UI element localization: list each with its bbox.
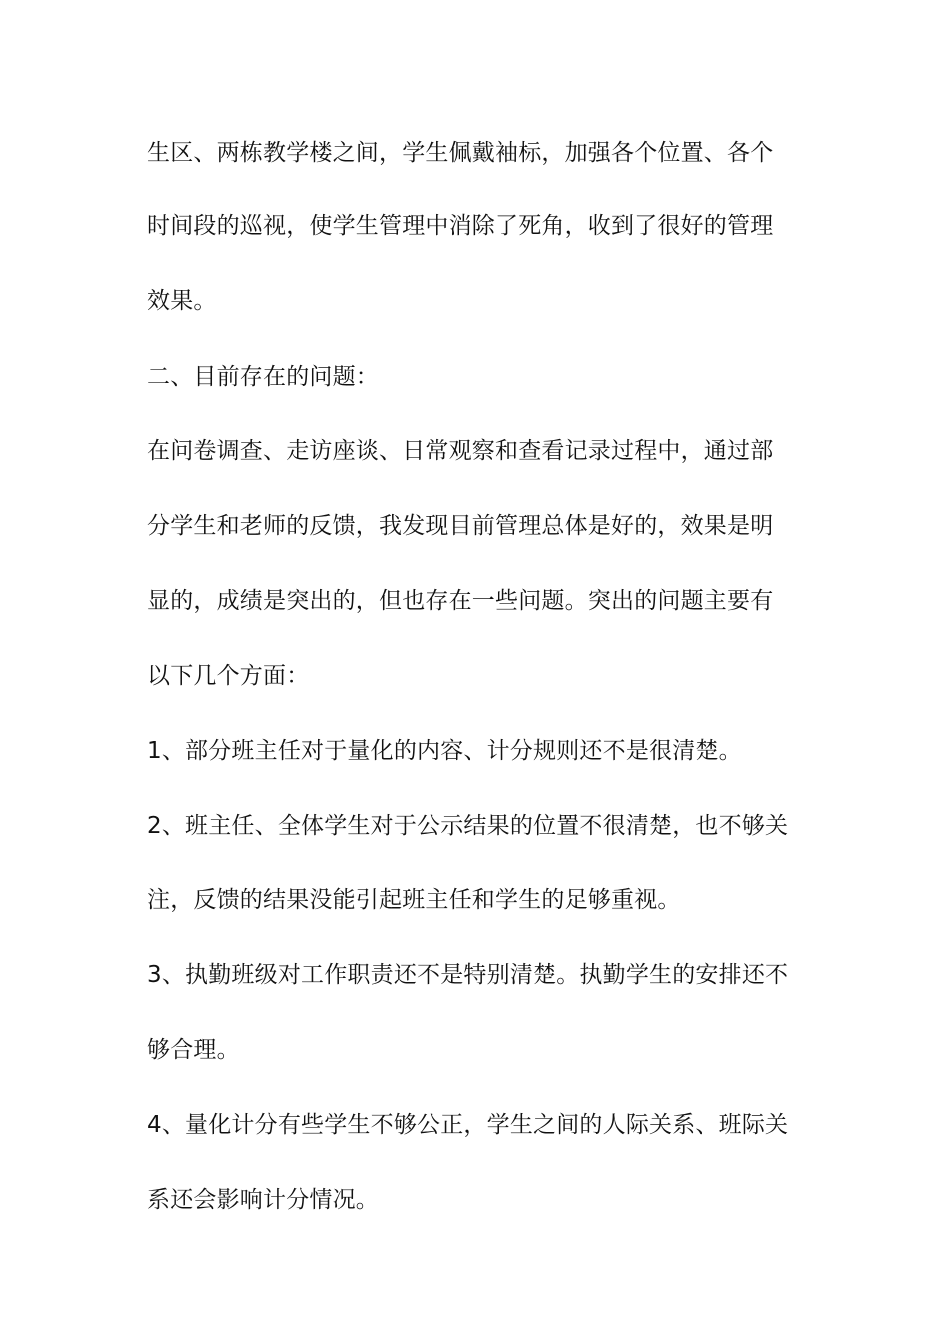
paragraph-line: 效果。 bbox=[147, 288, 217, 314]
list-item-1: 1、部分班主任对于量化的内容、计分规则还不是很清楚。 bbox=[147, 738, 742, 764]
paragraph-line: 生区、两栋教学楼之间，学生佩戴袖标，加强各个位置、各个 bbox=[147, 140, 774, 166]
list-item-3: 3、执勤班级对工作职责还不是特别清楚。执勤学生的安排还不 bbox=[147, 962, 789, 988]
list-item-4-cont: 系还会影响计分情况。 bbox=[147, 1187, 379, 1213]
paragraph-line: 显的，成绩是突出的，但也存在一些问题。突出的问题主要有 bbox=[147, 588, 774, 614]
paragraph-line: 分学生和老师的反馈，我发现目前管理总体是好的，效果是明 bbox=[147, 513, 774, 539]
list-item-4: 4、量化计分有些学生不够公正，学生之间的人际关系、班际关 bbox=[147, 1112, 789, 1138]
paragraph-line: 时间段的巡视，使学生管理中消除了死角，收到了很好的管理 bbox=[147, 213, 774, 239]
paragraph-line: 在问卷调查、走访座谈、日常观察和查看记录过程中，通过部 bbox=[147, 438, 774, 464]
list-item-2: 2、班主任、全体学生对于公示结果的位置不很清楚，也不够关 bbox=[147, 813, 789, 839]
list-item-3-cont: 够合理。 bbox=[147, 1037, 240, 1063]
paragraph-line: 以下几个方面： bbox=[147, 663, 310, 689]
section-heading: 二、目前存在的问题： bbox=[147, 364, 379, 390]
list-item-2-cont: 注，反馈的结果没能引起班主任和学生的足够重视。 bbox=[147, 887, 681, 913]
